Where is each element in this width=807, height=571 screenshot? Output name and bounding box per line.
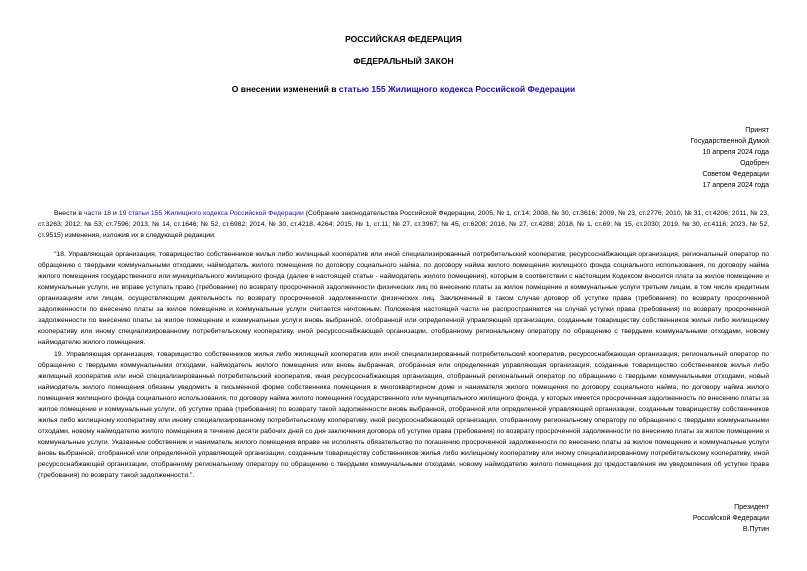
- accepted-by: Государственной Думой: [690, 138, 769, 145]
- country-heading: РОССИЙСКАЯ ФЕДЕРАЦИЯ: [345, 34, 462, 44]
- signature-block: [609, 502, 769, 535]
- acceptance-block: [609, 125, 769, 191]
- paragraph-18: "18. Управляющая организация, товарищество собственников жилья либо жилищный кооператив или иной специализированный потребительский кооператив, ресурсоснабжающая организация, региональный оператор по обращению с твердыми коммунальными отходами, наймодатель жилого помещения по договору социального найма, по договору найма жилого помещения жилищного фонда социального использования, по договору найма жилого помещения государственного или муниципального жилищного фонда (далее в настоящей статье - наймодатель жилого помещения), которым в соответствии с настоящим Кодексом вносится плата за жилое помещение и коммунальные услуги, не вправе уступать право (требование) по возврату просроченной задолженности физических лиц по внесению платы за жилое помещение и коммунальные услуги третьим лицам, в том числе кредитным организациям или лицам, осуществляющим деятельность по возврату просроченной задолженности физических лиц. Заключенный в таком случае договор об уступке права (требования) по возврату просроченной задолженности по внесению платы за жилое помещение и коммунальные услуги считается ничтожным. Положения настоящей части не распространяются на случай уступки права (требования) по возврату просроченной задолженности по внесению платы за жилое помещение и коммунальные услуги вновь выбранной, отобранной или определенной управляющей организации, созданным товариществу собственников жилья либо жилищному кооперативу или иному специализированному потребительскому кооперативу, иной ресурсоснабжающей организации, отобранному региональному оператору по обращению с твердыми коммунальными отходами, новому наймодателю жилого помещения.: [38, 251, 769, 346]
- signature-country: Российской Федерации: [692, 515, 769, 522]
- intro-link-part19[interactable]: 19: [118, 210, 127, 217]
- intro-link-part18[interactable]: части 18: [83, 210, 112, 217]
- signature-title: Президент: [734, 504, 769, 511]
- signature-name: В.Путин: [742, 526, 769, 533]
- accepted-label: Принят: [745, 127, 769, 134]
- law-title-link[interactable]: статью 155 Жилищного кодекса Российской Федерации: [338, 84, 576, 94]
- law-type-heading: ФЕДЕРАЛЬНЫЙ ЗАКОН: [353, 56, 454, 66]
- intro-mid1: и: [111, 210, 119, 217]
- accepted-date: 10 апреля 2024 года: [702, 149, 769, 156]
- paragraph-19: 19. Управляющая организация, товарищество собственников жилья либо жилищный кооператив или иной специализированный потребительский кооператив, ресурсоснабжающая организация, региональный оператор по обращению с твердыми коммунальными отходами, наймодатель жилого помещения или вновь выбранная, отобранная или определенная управляющая организация, созданные товарищество собственников жилья либо жилищный кооператив или иной специализированный потребительский кооператив, иная ресурсоснабжающая организация, отобранный региональный оператор по обращению с твердыми коммунальными отходами, новый наймодатель жилого помещения обязаны уведомить в письменной форме собственника помещения в многоквартирном доме и нанимателя жилого помещения по договору социального найма, по договору найма жилого помещения жилищного фонда социального использования, по договору найма жилого помещения государственного или муниципального жилищного фонда, у которых имеется просроченная задолженность по внесению платы за жилое помещение и коммунальные услуги, об уступке права (требования) по возврату такой задолженности вновь выбранной, отобранной или определенной управляющей организации, созданным товариществу собственников жилья либо жилищному кооперативу или иному специализированному потребительскому кооперативу, иной ресурсоснабжающей организации, отобранному региональному оператору по обращению с твердыми коммунальными отходами, новому наймодателю жилого помещения в течение десяти рабочих дней со дня заключения договора об уступке права (требования) по возврату просроченной задолженности по внесению платы за жилое помещение и коммунальные услуги. Указанные собственник и наниматель жилого помещения вправе не исполнять обязательство по погашению просроченной задолженности по внесению платы за жилое помещение и коммунальные услуги вновь выбранной, отобранной или определенной управляющей организации, созданным товариществу собственников жилья либо жилищному кооперативу или иному специализированному потребительскому кооперативу, иной ресурсоснабжающей организации, отобранному региональному оператору по обращению с твердыми коммунальными отходами, новому наймодателю жилого помещения до предоставления им уведомления об уступке права (требования) по возврату такой задолженности.".: [38, 351, 769, 479]
- intro-prefix: Внести в: [54, 210, 84, 217]
- law-title: [0, 84, 807, 94]
- intro-rest: (Собрание законодательства Российской Федерации, 2005, № 1, ст.14; 2008, № 30, ст.3616; 2009, № 23, ст.2776; 2010, № 31, ст.4206; 2011, № 23, ст.3263; 2012, № 53, ст.7596; 2013, № 14, ст.1646; № 52, ст.6982; 2014, № 30, ст.4218, 4264; 2015, № 1, ст.11; № 27, ст.3967; № 45, ст.6208; 2016, № 27, ст.4288; 2018, № 1, ст.69; № 15, ст.2030; 2019, № 30, ст.4116; 2023, № 52, ст.9515) изменения, изложив их в следующей редакции:: [38, 210, 770, 239]
- intro-link-article[interactable]: статьи 155 Жилищного кодекса Российской Федерации: [128, 210, 304, 217]
- approved-date: 17 апреля 2024 года: [702, 182, 769, 189]
- intro-paragraph: [38, 208, 769, 241]
- approved-label: Одобрен: [740, 160, 769, 167]
- law-title-prefix: О внесении изменений в: [231, 84, 339, 94]
- approved-by: Советом Федерации: [702, 171, 769, 178]
